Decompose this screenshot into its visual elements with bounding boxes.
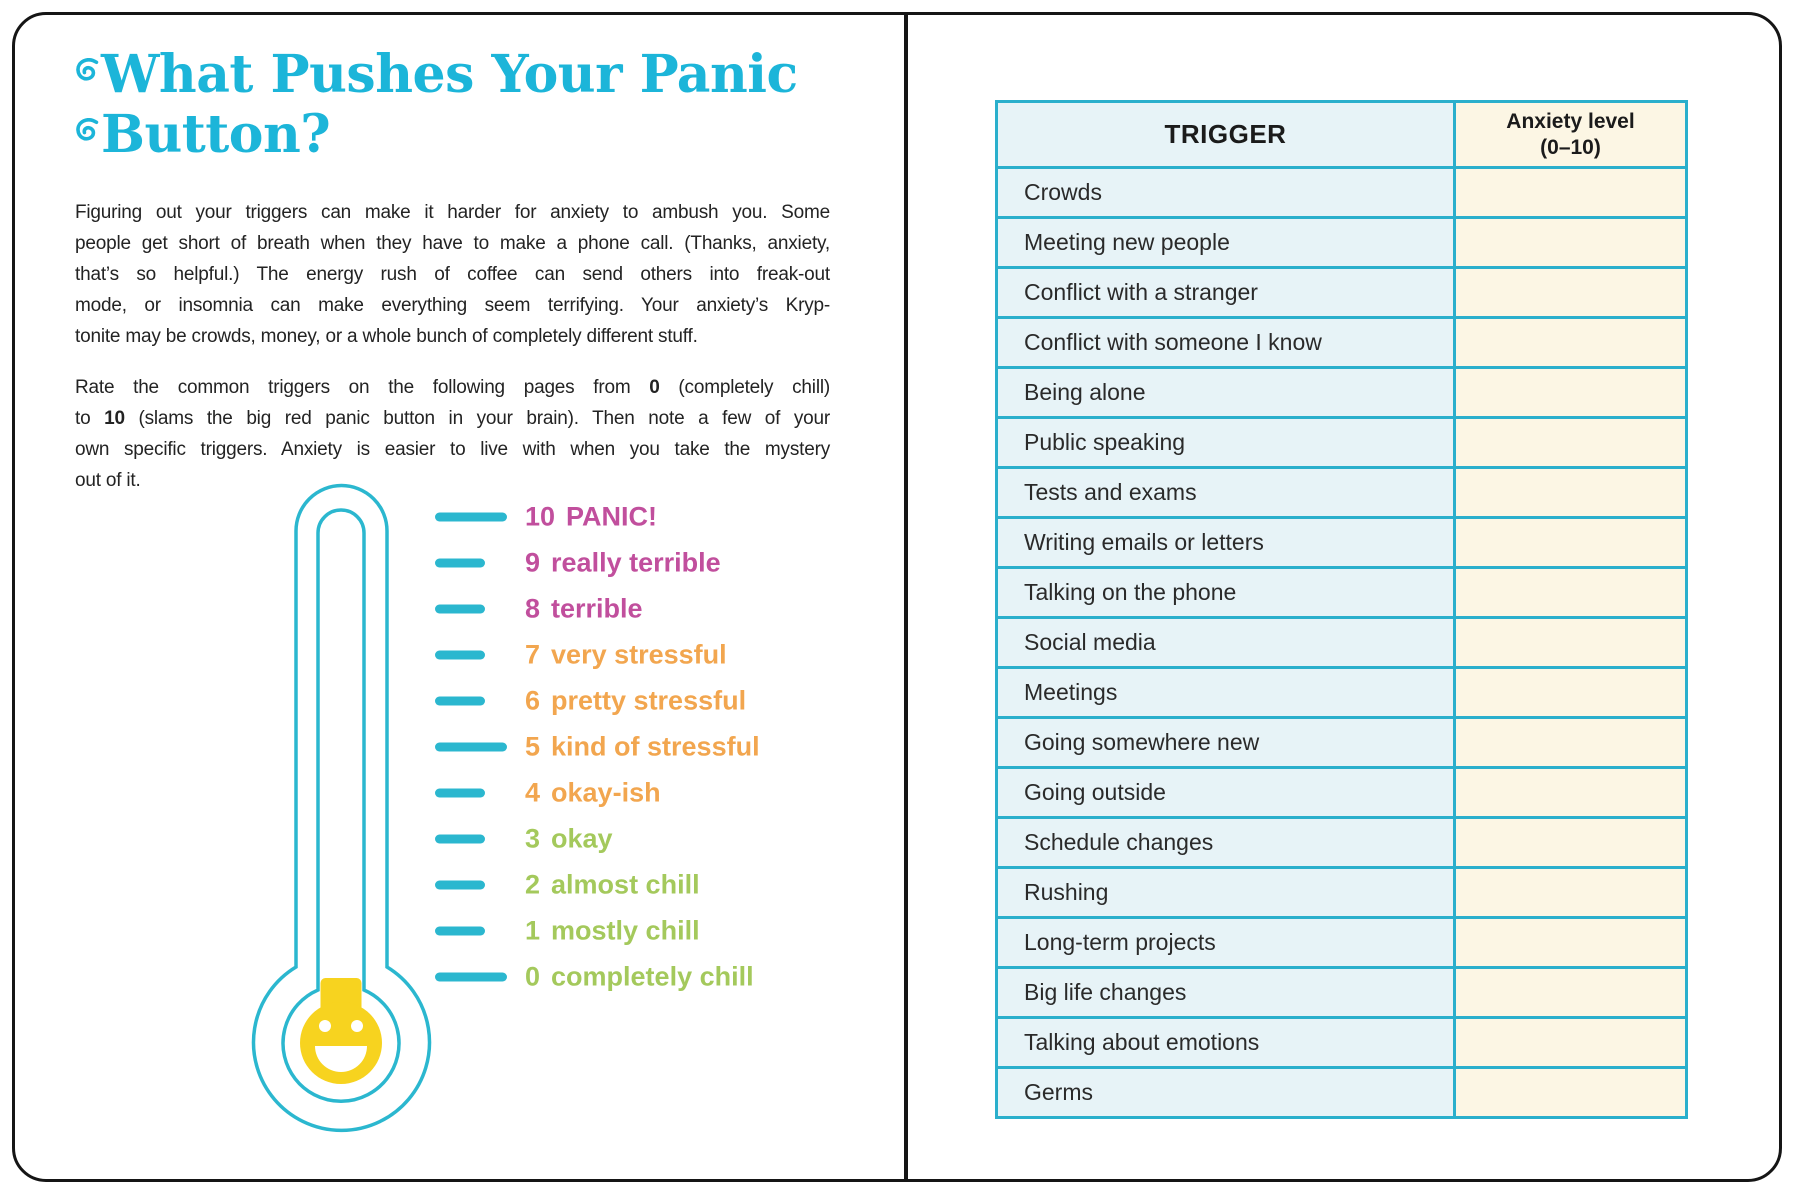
table-row: [997, 368, 1687, 418]
anxiety-level-cell[interactable]: [1455, 918, 1687, 968]
trigger-cell: Conflict with someone I know: [997, 318, 1455, 368]
trigger-cell: Social media: [997, 618, 1455, 668]
scale-label: 8 terrible: [525, 593, 643, 624]
scale-row: [435, 724, 855, 770]
scale-row: [435, 632, 855, 678]
scale-tick-icon: [435, 743, 507, 752]
table-row: [997, 818, 1687, 868]
table-row: [997, 1018, 1687, 1068]
paragraph-line: out of it.: [75, 470, 141, 491]
anxiety-level-cell[interactable]: [1455, 318, 1687, 368]
title-line-1: [75, 45, 798, 105]
anxiety-level-cell[interactable]: [1455, 1068, 1687, 1118]
anxiety-level-cell[interactable]: [1455, 418, 1687, 468]
book-spine-divider: [904, 15, 908, 1179]
anxiety-level-cell[interactable]: [1455, 718, 1687, 768]
table-row: [997, 768, 1687, 818]
title-line-2: [75, 105, 798, 165]
scale-label: 0 completely chill: [525, 961, 754, 992]
anxiety-column-header: [1455, 102, 1687, 168]
trigger-cell: Rushing: [997, 868, 1455, 918]
page-title: [75, 45, 798, 165]
scale-label: 2 almost chill: [525, 869, 700, 900]
scale-label: 1 mostly chill: [525, 915, 700, 946]
table-row: [997, 218, 1687, 268]
table-row: [997, 918, 1687, 968]
title-text-2: Button?: [101, 104, 331, 165]
scale-row: [435, 494, 855, 540]
trigger-column-header: TRIGGER: [997, 102, 1455, 168]
scale-label: 7 very stressful: [525, 639, 727, 670]
anxiety-level-cell[interactable]: [1455, 568, 1687, 618]
scale-row: [435, 816, 855, 862]
paragraph-line: Rate the common triggers on the following pages from 0 (completely chill): [75, 377, 830, 398]
scale-tick-icon: [435, 835, 485, 844]
trigger-table: [995, 100, 1688, 1119]
title-text-1: What Pushes Your Panic: [101, 44, 798, 105]
anxiety-level-cell[interactable]: [1455, 1018, 1687, 1068]
trigger-cell: Public speaking: [997, 418, 1455, 468]
anxiety-level-cell[interactable]: [1455, 818, 1687, 868]
trigger-cell: Long-term projects: [997, 918, 1455, 968]
trigger-cell: Big life changes: [997, 968, 1455, 1018]
scale-row: [435, 908, 855, 954]
scale-row: [435, 954, 855, 1000]
scale-tick-icon: [435, 651, 485, 660]
scale-row: [435, 678, 855, 724]
table-row: [997, 468, 1687, 518]
scale-tick-icon: [435, 697, 485, 706]
paragraph-line: Figuring out your triggers can make it harder for anxiety to ambush you. Some: [75, 202, 830, 223]
anxiety-level-cell[interactable]: [1455, 468, 1687, 518]
book-spread: [12, 12, 1782, 1182]
table-row: [997, 668, 1687, 718]
scale-label: 4 okay-ish: [525, 777, 661, 808]
table-row: [997, 418, 1687, 468]
scale-label: 6 pretty stressful: [525, 685, 747, 716]
anxiety-level-cell[interactable]: [1455, 768, 1687, 818]
paragraph-line: tonite may be crowds, money, or a whole bunch of completely different stuff.: [75, 326, 698, 347]
table-row: [997, 968, 1687, 1018]
intro-paragraph-2: [75, 372, 830, 496]
table-row: [997, 868, 1687, 918]
scale-tick-icon: [435, 789, 485, 798]
trigger-cell: Germs: [997, 1068, 1455, 1118]
anxiety-header-line-1: Anxiety level: [1506, 110, 1635, 134]
anxiety-level-cell[interactable]: [1455, 618, 1687, 668]
table-header-row: [997, 102, 1687, 168]
table-row: [997, 268, 1687, 318]
anxiety-level-cell[interactable]: [1455, 668, 1687, 718]
anxiety-header-line-2: (0–10): [1540, 135, 1601, 159]
intro-paragraph-1: [75, 197, 830, 352]
trigger-cell: Conflict with a stranger: [997, 268, 1455, 318]
anxiety-level-cell[interactable]: [1455, 168, 1687, 218]
paragraph-line: mode, or insomnia can make everything seem terrifying. Your anxiety’s Kryp-: [75, 295, 830, 316]
anxiety-scale: [435, 494, 855, 1000]
scale-label: 10 PANIC!: [525, 501, 658, 532]
table-row: [997, 1068, 1687, 1118]
trigger-cell: Schedule changes: [997, 818, 1455, 868]
trigger-cell: Tests and exams: [997, 468, 1455, 518]
anxiety-level-cell[interactable]: [1455, 968, 1687, 1018]
paragraph-line: own specific triggers. Anxiety is easier to live with when you take the mystery: [75, 439, 830, 460]
trigger-cell: Writing emails or letters: [997, 518, 1455, 568]
trigger-cell: Meetings: [997, 668, 1455, 718]
scale-tick-icon: [435, 881, 485, 890]
trigger-cell: Crowds: [997, 168, 1455, 218]
paragraph-line: that’s so helpful.) The energy rush of coffee can send others into freak-out: [75, 264, 830, 285]
scale-row: [435, 770, 855, 816]
anxiety-level-cell[interactable]: [1455, 218, 1687, 268]
table-row: [997, 318, 1687, 368]
table-row: [997, 568, 1687, 618]
scale-row: [435, 540, 855, 586]
scale-label: 3 okay: [525, 823, 613, 854]
table-row: [997, 168, 1687, 218]
smiley-eye-left: [319, 1020, 331, 1032]
scale-row: [435, 862, 855, 908]
table-row: [997, 618, 1687, 668]
trigger-cell: Being alone: [997, 368, 1455, 418]
paragraph-line: to 10 (slams the big red panic button in your brain). Then note a few of your: [75, 408, 830, 429]
trigger-cell: Talking about emotions: [997, 1018, 1455, 1068]
trigger-cell: Going somewhere new: [997, 718, 1455, 768]
smiley-eye-right: [351, 1020, 363, 1032]
scale-label: 5 kind of stressful: [525, 731, 760, 762]
scale-tick-icon: [435, 513, 507, 522]
anxiety-level-cell[interactable]: [1455, 268, 1687, 318]
scale-tick-icon: [435, 973, 507, 982]
anxiety-level-cell[interactable]: [1455, 868, 1687, 918]
scale-row: [435, 586, 855, 632]
anxiety-level-cell[interactable]: [1455, 518, 1687, 568]
trigger-cell: Talking on the phone: [997, 568, 1455, 618]
table-row: [997, 518, 1687, 568]
swash-ornament-icon: [75, 118, 99, 142]
swash-ornament-icon: [75, 58, 99, 82]
scale-tick-icon: [435, 605, 485, 614]
scale-label: 9 really terrible: [525, 547, 721, 578]
scale-tick-icon: [435, 559, 485, 568]
table-row: [997, 718, 1687, 768]
anxiety-level-cell[interactable]: [1455, 368, 1687, 418]
paragraph-line: people get short of breath when they have to make a phone call. (Thanks, anxiety,: [75, 233, 830, 254]
trigger-cell: Meeting new people: [997, 218, 1455, 268]
trigger-cell: Going outside: [997, 768, 1455, 818]
scale-tick-icon: [435, 927, 485, 936]
